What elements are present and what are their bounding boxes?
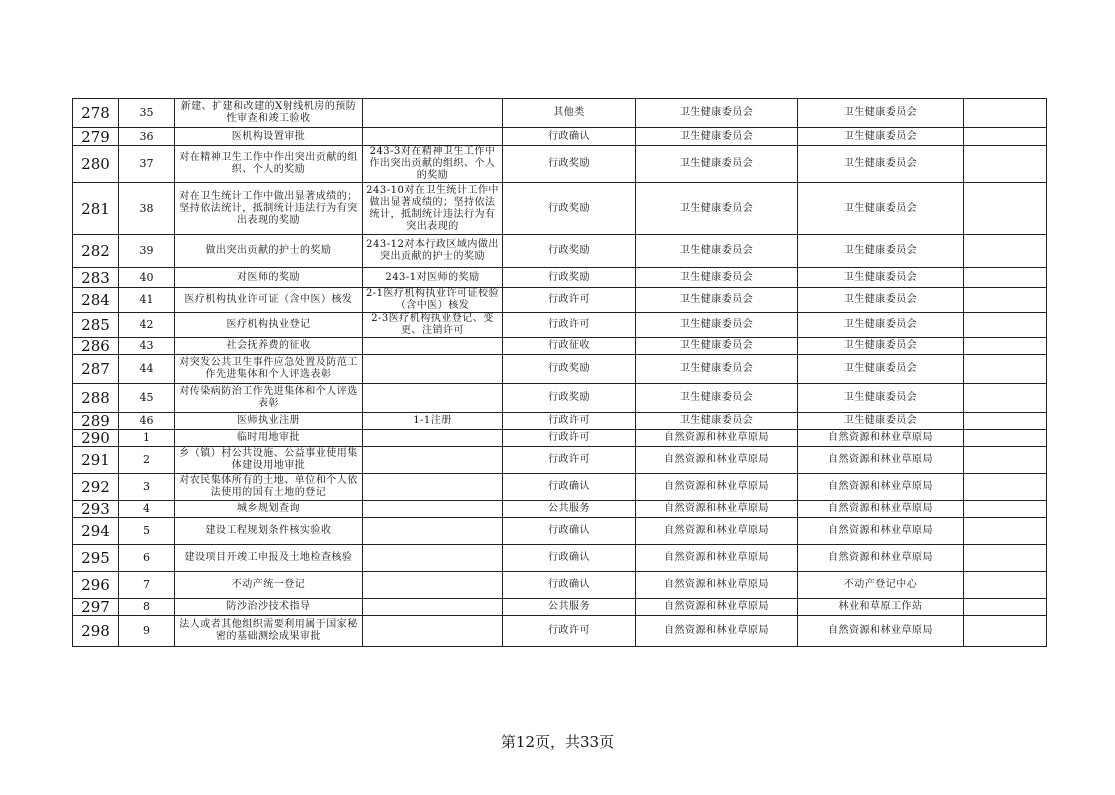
row-number-cell: 287 — [73, 355, 119, 384]
item-name-cell: 对突发公共卫生事件应急处置及防范工作先进集体和个人评选表彰 — [175, 355, 363, 384]
row-number-cell: 281 — [73, 183, 119, 235]
sub-number-cell: 7 — [119, 572, 175, 599]
sub-item-name-cell: 243-10对在卫生统计工作中做出显著成绩的；坚持依法统计，抵制统计违法行为有突出表现的 — [363, 183, 503, 235]
power-category-cell: 行政奖励 — [503, 268, 636, 288]
sub-number-cell: 6 — [119, 545, 175, 572]
power-category-cell: 行政许可 — [503, 413, 636, 430]
power-category-cell: 行政奖励 — [503, 146, 636, 183]
row-number-cell: 283 — [73, 268, 119, 288]
remarks-cell — [964, 313, 1047, 338]
implementing-body-cell: 卫生健康委员会 — [798, 235, 964, 268]
row-number-cell: 288 — [73, 384, 119, 413]
department-cell: 卫生健康委员会 — [636, 313, 798, 338]
implementing-body-cell: 卫生健康委员会 — [798, 413, 964, 430]
department-cell: 自然资源和林业草原局 — [636, 474, 798, 501]
remarks-cell — [964, 413, 1047, 430]
item-name-cell: 建设工程规划条件核实验收 — [175, 518, 363, 545]
sub-number-cell: 8 — [119, 599, 175, 616]
sub-number-cell: 39 — [119, 235, 175, 268]
row-number-cell: 292 — [73, 474, 119, 501]
sub-number-cell: 41 — [119, 288, 175, 313]
power-category-cell: 行政奖励 — [503, 183, 636, 235]
power-category-cell: 行政确认 — [503, 545, 636, 572]
department-cell: 卫生健康委员会 — [636, 235, 798, 268]
table-row — [73, 430, 1047, 447]
implementing-body-cell: 卫生健康委员会 — [798, 355, 964, 384]
implementing-body-cell: 卫生健康委员会 — [798, 146, 964, 183]
sub-number-cell: 4 — [119, 501, 175, 518]
sub-number-cell: 2 — [119, 447, 175, 474]
power-category-cell: 行政许可 — [503, 313, 636, 338]
row-number-cell: 286 — [73, 338, 119, 355]
sub-item-name-cell — [363, 474, 503, 501]
row-number-cell: 296 — [73, 572, 119, 599]
implementing-body-cell: 卫生健康委员会 — [798, 288, 964, 313]
sub-item-name-cell — [363, 501, 503, 518]
department-cell: 自然资源和林业草原局 — [636, 501, 798, 518]
power-category-cell: 行政许可 — [503, 288, 636, 313]
sub-item-name-cell — [363, 99, 503, 128]
sub-number-cell: 9 — [119, 616, 175, 647]
table-row — [73, 413, 1047, 430]
table-row — [73, 183, 1047, 235]
sub-number-cell: 46 — [119, 413, 175, 430]
sub-item-name-cell: 2-3医疗机构执业登记、变更、注销许可 — [363, 313, 503, 338]
implementing-body-cell: 卫生健康委员会 — [798, 99, 964, 128]
implementing-body-cell: 卫生健康委员会 — [798, 338, 964, 355]
table-body — [73, 99, 1047, 647]
power-category-cell: 行政许可 — [503, 430, 636, 447]
department-cell: 卫生健康委员会 — [636, 338, 798, 355]
row-number-cell: 278 — [73, 99, 119, 128]
row-number-cell: 280 — [73, 146, 119, 183]
department-cell: 自然资源和林业草原局 — [636, 572, 798, 599]
department-cell: 自然资源和林业草原局 — [636, 430, 798, 447]
table-row — [73, 447, 1047, 474]
implementing-body-cell: 自然资源和林业草原局 — [798, 474, 964, 501]
department-cell: 卫生健康委员会 — [636, 355, 798, 384]
row-number-cell: 297 — [73, 599, 119, 616]
sub-item-name-cell — [363, 355, 503, 384]
power-category-cell: 行政确认 — [503, 128, 636, 146]
table-row — [73, 235, 1047, 268]
item-name-cell: 临时用地审批 — [175, 430, 363, 447]
power-category-cell: 行政许可 — [503, 616, 636, 647]
department-cell: 自然资源和林业草原局 — [636, 616, 798, 647]
power-category-cell: 其他类 — [503, 99, 636, 128]
power-category-cell: 行政征收 — [503, 338, 636, 355]
implementing-body-cell: 不动产登记中心 — [798, 572, 964, 599]
sub-item-name-cell — [363, 545, 503, 572]
remarks-cell — [964, 128, 1047, 146]
power-category-cell: 行政奖励 — [503, 384, 636, 413]
sub-item-name-cell — [363, 616, 503, 647]
sub-item-name-cell: 2-1医疗机构执业许可证校验（含中医）核发 — [363, 288, 503, 313]
department-cell: 卫生健康委员会 — [636, 99, 798, 128]
implementing-body-cell: 自然资源和林业草原局 — [798, 518, 964, 545]
sub-item-name-cell: 243-1对医师的奖励 — [363, 268, 503, 288]
remarks-cell — [964, 146, 1047, 183]
item-name-cell: 做出突出贡献的护士的奖励 — [175, 235, 363, 268]
sub-item-name-cell — [363, 447, 503, 474]
department-cell: 卫生健康委员会 — [636, 288, 798, 313]
power-category-cell: 行政确认 — [503, 518, 636, 545]
power-category-cell: 行政确认 — [503, 474, 636, 501]
page-number: 第12页，共33页 — [500, 733, 615, 751]
table-row — [73, 99, 1047, 128]
table-row — [73, 616, 1047, 647]
item-name-cell: 不动产统一登记 — [175, 572, 363, 599]
remarks-cell — [964, 99, 1047, 128]
sub-item-name-cell — [363, 518, 503, 545]
remarks-cell — [964, 183, 1047, 235]
remarks-cell — [964, 545, 1047, 572]
department-cell: 卫生健康委员会 — [636, 183, 798, 235]
department-cell: 自然资源和林业草原局 — [636, 447, 798, 474]
table-row — [73, 313, 1047, 338]
department-cell: 卫生健康委员会 — [636, 268, 798, 288]
sub-number-cell: 36 — [119, 128, 175, 146]
item-name-cell: 对在精神卫生工作中作出突出贡献的组织、个人的奖励 — [175, 146, 363, 183]
power-list-table — [72, 98, 1047, 647]
sub-number-cell: 43 — [119, 338, 175, 355]
remarks-cell — [964, 268, 1047, 288]
sub-item-name-cell — [363, 338, 503, 355]
table-row — [73, 474, 1047, 501]
item-name-cell: 新建、扩建和改建的X射线机房的预防性审查和竣工验收 — [175, 99, 363, 128]
implementing-body-cell: 卫生健康委员会 — [798, 313, 964, 338]
remarks-cell — [964, 355, 1047, 384]
sub-number-cell: 37 — [119, 146, 175, 183]
implementing-body-cell: 自然资源和林业草原局 — [798, 545, 964, 572]
table-row — [73, 355, 1047, 384]
item-name-cell: 建设项目开竣工申报及土地检查核验 — [175, 545, 363, 572]
implementing-body-cell: 林业和草原工作站 — [798, 599, 964, 616]
department-cell: 卫生健康委员会 — [636, 384, 798, 413]
remarks-cell — [964, 288, 1047, 313]
remarks-cell — [964, 599, 1047, 616]
remarks-cell — [964, 430, 1047, 447]
row-number-cell: 285 — [73, 313, 119, 338]
table-row — [73, 501, 1047, 518]
row-number-cell: 282 — [73, 235, 119, 268]
sub-item-name-cell — [363, 128, 503, 146]
table-row — [73, 518, 1047, 545]
remarks-cell — [964, 572, 1047, 599]
item-name-cell: 对农民集体所有的土地、单位和个人依法使用的国有土地的登记 — [175, 474, 363, 501]
table-row — [73, 268, 1047, 288]
item-name-cell: 医疗机构执业许可证（含中医）核发 — [175, 288, 363, 313]
row-number-cell: 294 — [73, 518, 119, 545]
sub-item-name-cell — [363, 599, 503, 616]
implementing-body-cell: 卫生健康委员会 — [798, 128, 964, 146]
department-cell: 卫生健康委员会 — [636, 146, 798, 183]
sub-item-name-cell — [363, 572, 503, 599]
sub-number-cell: 1 — [119, 430, 175, 447]
implementing-body-cell: 自然资源和林业草原局 — [798, 501, 964, 518]
table-row — [73, 338, 1047, 355]
sub-number-cell: 5 — [119, 518, 175, 545]
table-row — [73, 146, 1047, 183]
remarks-cell — [964, 474, 1047, 501]
sub-number-cell: 35 — [119, 99, 175, 128]
department-cell: 卫生健康委员会 — [636, 413, 798, 430]
power-category-cell: 行政许可 — [503, 447, 636, 474]
sub-item-name-cell — [363, 384, 503, 413]
sub-number-cell: 44 — [119, 355, 175, 384]
sub-number-cell: 42 — [119, 313, 175, 338]
remarks-cell — [964, 616, 1047, 647]
sub-item-name-cell: 1-1注册 — [363, 413, 503, 430]
row-number-cell: 290 — [73, 430, 119, 447]
remarks-cell — [964, 235, 1047, 268]
remarks-cell — [964, 384, 1047, 413]
power-category-cell: 行政确认 — [503, 572, 636, 599]
implementing-body-cell: 卫生健康委员会 — [798, 183, 964, 235]
implementing-body-cell: 自然资源和林业草原局 — [798, 447, 964, 474]
table-row — [73, 572, 1047, 599]
power-category-cell: 行政奖励 — [503, 355, 636, 384]
item-name-cell: 对在卫生统计工作中做出显著成绩的；坚持依法统计，抵制统计违法行为有突出表现的奖励 — [175, 183, 363, 235]
sub-item-name-cell: 243-3对在精神卫生工作中作出突出贡献的组织、个人的奖励 — [363, 146, 503, 183]
department-cell: 自然资源和林业草原局 — [636, 599, 798, 616]
remarks-cell — [964, 501, 1047, 518]
item-name-cell: 医机构设置审批 — [175, 128, 363, 146]
remarks-cell — [964, 447, 1047, 474]
item-name-cell: 城乡规划查询 — [175, 501, 363, 518]
table-row — [73, 128, 1047, 146]
item-name-cell: 对医师的奖励 — [175, 268, 363, 288]
implementing-body-cell: 卫生健康委员会 — [798, 268, 964, 288]
remarks-cell — [964, 338, 1047, 355]
sub-number-cell: 45 — [119, 384, 175, 413]
power-category-cell: 公共服务 — [503, 599, 636, 616]
sub-item-name-cell — [363, 430, 503, 447]
power-category-cell: 公共服务 — [503, 501, 636, 518]
item-name-cell: 社会抚养费的征收 — [175, 338, 363, 355]
sub-number-cell: 3 — [119, 474, 175, 501]
item-name-cell: 对传染病防治工作先进集体和个人评选表彰 — [175, 384, 363, 413]
row-number-cell: 291 — [73, 447, 119, 474]
item-name-cell: 医师执业注册 — [175, 413, 363, 430]
item-name-cell: 乡（镇）村公共设施、公益事业使用集体建设用地审批 — [175, 447, 363, 474]
table-row — [73, 599, 1047, 616]
sub-item-name-cell: 243-12对本行政区域内做出突出贡献的护士的奖励 — [363, 235, 503, 268]
department-cell: 自然资源和林业草原局 — [636, 518, 798, 545]
implementing-body-cell: 卫生健康委员会 — [798, 384, 964, 413]
department-cell: 自然资源和林业草原局 — [636, 545, 798, 572]
item-name-cell: 医疗机构执业登记 — [175, 313, 363, 338]
power-category-cell: 行政奖励 — [503, 235, 636, 268]
table-row — [73, 384, 1047, 413]
row-number-cell: 295 — [73, 545, 119, 572]
row-number-cell: 284 — [73, 288, 119, 313]
row-number-cell: 293 — [73, 501, 119, 518]
remarks-cell — [964, 518, 1047, 545]
implementing-body-cell: 自然资源和林业草原局 — [798, 616, 964, 647]
sub-number-cell: 38 — [119, 183, 175, 235]
item-name-cell: 防沙治沙技术指导 — [175, 599, 363, 616]
table-row — [73, 288, 1047, 313]
department-cell: 卫生健康委员会 — [636, 128, 798, 146]
item-name-cell: 法人或者其他组织需要利用属于国家秘密的基础测绘成果审批 — [175, 616, 363, 647]
sub-number-cell: 40 — [119, 268, 175, 288]
row-number-cell: 279 — [73, 128, 119, 146]
table-row — [73, 545, 1047, 572]
row-number-cell: 289 — [73, 413, 119, 430]
implementing-body-cell: 自然资源和林业草原局 — [798, 430, 964, 447]
row-number-cell: 298 — [73, 616, 119, 647]
